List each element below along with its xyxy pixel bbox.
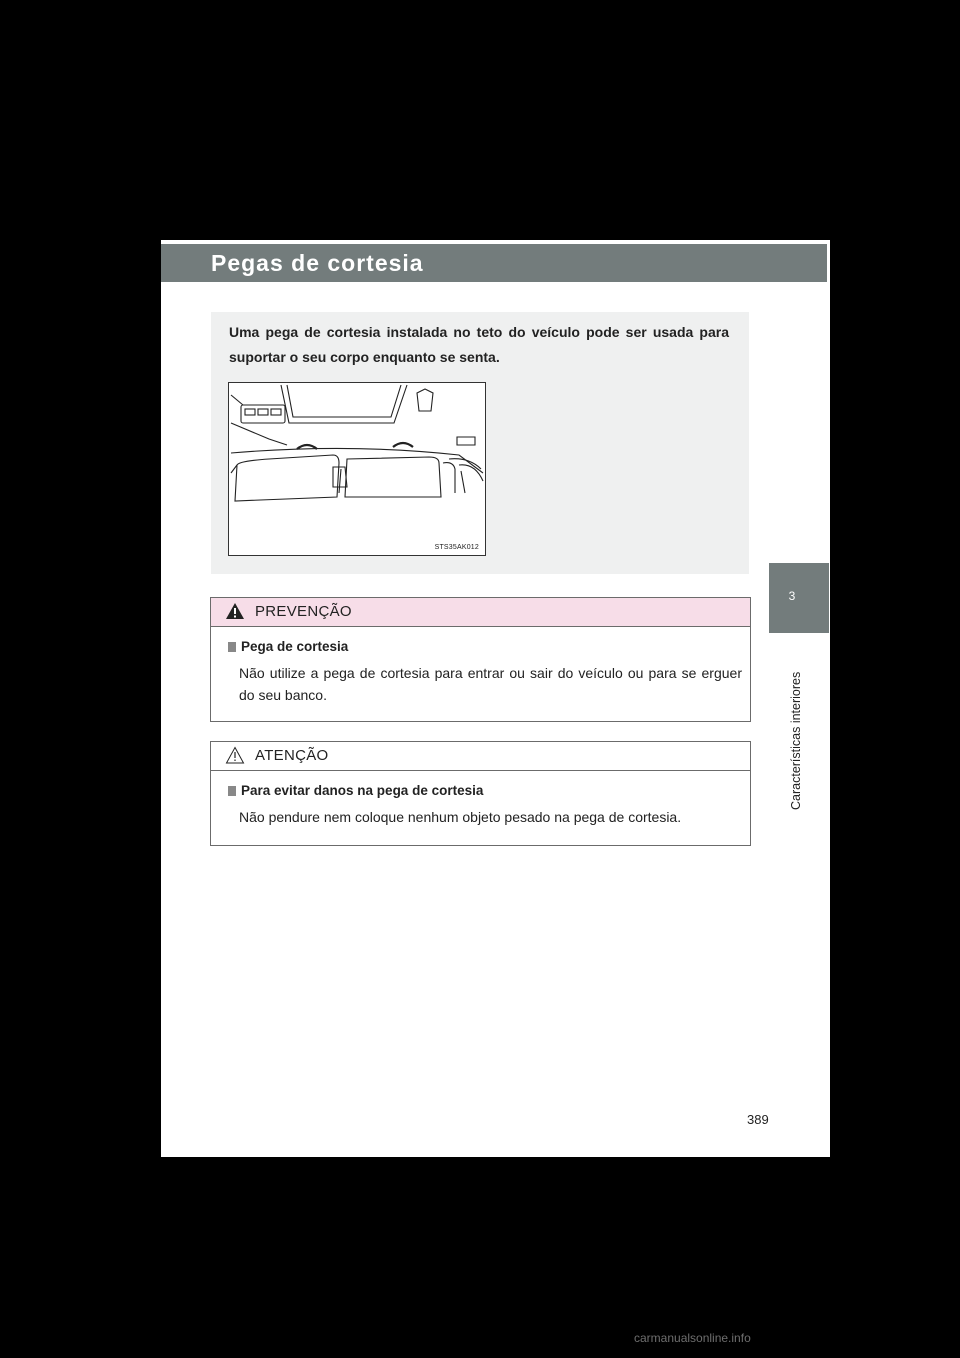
notice-box xyxy=(210,741,751,846)
title-bar xyxy=(161,244,827,282)
page-number: 389 xyxy=(747,1112,769,1127)
notice-item-text: Não pendure nem coloque nenhum objeto pesado na pega de cortesia. xyxy=(239,809,682,825)
warning-header xyxy=(211,598,750,627)
warning-item-title xyxy=(228,639,742,654)
intro-text: Uma pega de cortesia instalada no teto do veículo pode ser usada para suportar o seu corpo enquanto se senta. xyxy=(229,324,729,365)
notice-item-title xyxy=(228,783,742,798)
bullet-square-icon xyxy=(228,642,236,652)
intro-panel xyxy=(211,312,749,574)
manual-page xyxy=(161,240,830,1157)
bullet-square-icon xyxy=(228,786,236,796)
chapter-tab xyxy=(769,563,829,633)
notice-header xyxy=(211,742,750,771)
warning-item-title-text: Pega de cortesia xyxy=(241,639,349,654)
assist-grip-illustration xyxy=(228,382,486,556)
chapter-label: Características interiores xyxy=(789,671,803,810)
notice-label: ATENÇÃO xyxy=(255,747,329,764)
watermark: carmanualsonline.info xyxy=(634,1331,751,1345)
warning-label: PREVENÇÃO xyxy=(255,603,352,620)
warning-item-text: Não utilize a pega de cortesia para entrar ou sair do veículo ou para se erguer do seu banco. xyxy=(239,665,742,703)
car-interior-drawing xyxy=(229,383,485,555)
chapter-number: 3 xyxy=(788,589,796,603)
warning-box xyxy=(210,597,751,722)
page-title: Pegas de cortesia xyxy=(211,250,424,276)
notice-item-title-text: Para evitar danos na pega de cortesia xyxy=(241,783,484,798)
warning-triangle-filled-icon xyxy=(225,602,245,625)
warning-triangle-outline-icon xyxy=(225,746,245,769)
figure-code: STS35AK012 xyxy=(434,544,479,551)
